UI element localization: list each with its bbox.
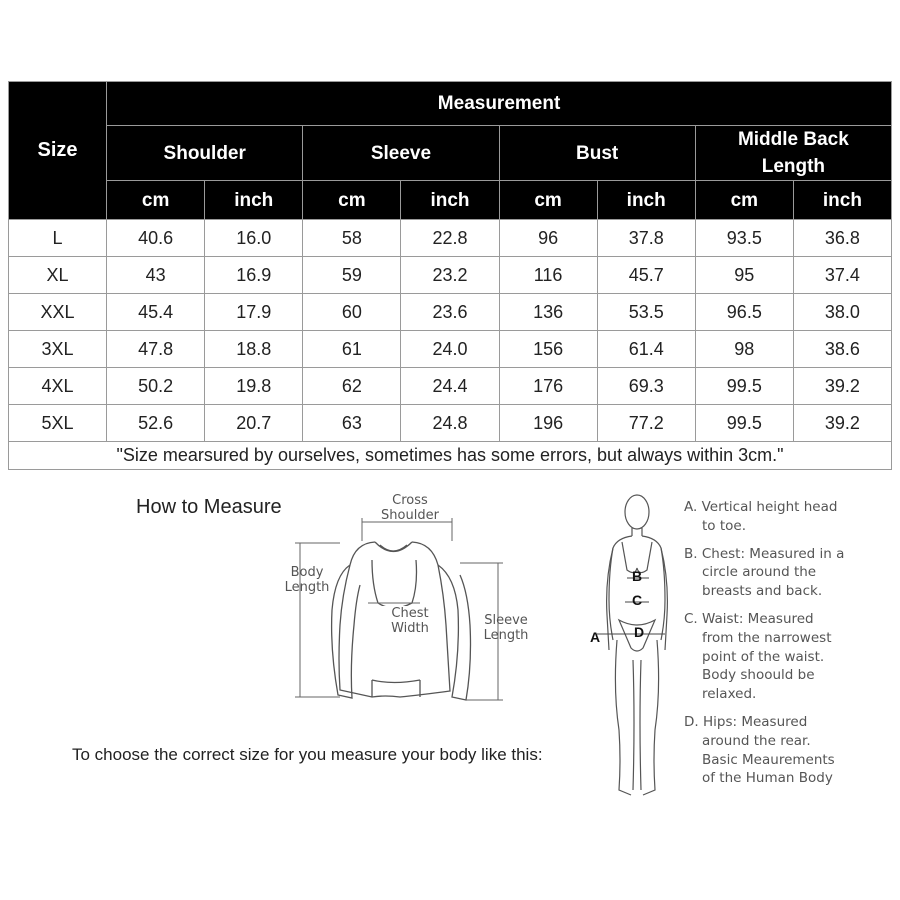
value-cell: 58 (303, 220, 401, 257)
human-body-diagram (595, 490, 675, 805)
unit-header-inch: inch (205, 181, 303, 220)
value-cell: 39.2 (793, 368, 891, 405)
value-cell: 45.7 (597, 257, 695, 294)
value-cell: 53.5 (597, 294, 695, 331)
shoulder-header: Shoulder (107, 126, 303, 181)
unit-header-inch: inch (597, 181, 695, 220)
value-cell: 24.4 (401, 368, 499, 405)
size-cell: L (9, 220, 107, 257)
value-cell: 24.8 (401, 405, 499, 442)
value-cell: 52.6 (107, 405, 205, 442)
value-cell: 96 (499, 220, 597, 257)
value-cell: 50.2 (107, 368, 205, 405)
value-cell: 63 (303, 405, 401, 442)
value-cell: 176 (499, 368, 597, 405)
value-cell: 22.8 (401, 220, 499, 257)
instruction-text: To choose the correct size for you measure your body like this: (72, 745, 543, 764)
how-to-measure-title: How to Measure (136, 496, 282, 518)
unit-header-inch: inch (401, 181, 499, 220)
note-height: A. Vertical height head to toe. (684, 499, 838, 534)
body-label-b: B (632, 568, 643, 584)
value-cell: 39.2 (793, 405, 891, 442)
chest-width-label: Chest Width (382, 606, 438, 636)
size-cell: XL (9, 257, 107, 294)
value-cell: 98 (695, 331, 793, 368)
table-row (9, 368, 892, 405)
value-cell: 16.9 (205, 257, 303, 294)
value-cell: 69.3 (597, 368, 695, 405)
value-cell: 20.7 (205, 405, 303, 442)
value-cell: 18.8 (205, 331, 303, 368)
size-cell: 5XL (9, 405, 107, 442)
value-cell: 43 (107, 257, 205, 294)
value-cell: 156 (499, 331, 597, 368)
table-row (9, 257, 892, 294)
measurement-notes (684, 498, 889, 797)
value-cell: 40.6 (107, 220, 205, 257)
size-chart-table (8, 81, 892, 470)
value-cell: 37.4 (793, 257, 891, 294)
value-cell: 77.2 (597, 405, 695, 442)
value-cell: 116 (499, 257, 597, 294)
value-cell: 60 (303, 294, 401, 331)
value-cell: 59 (303, 257, 401, 294)
value-cell: 23.6 (401, 294, 499, 331)
value-cell: 47.8 (107, 331, 205, 368)
middle-back-length-header: Middle Back Length (695, 126, 891, 181)
value-cell: 19.8 (205, 368, 303, 405)
value-cell: 38.6 (793, 331, 891, 368)
value-cell: 17.9 (205, 294, 303, 331)
value-cell: 96.5 (695, 294, 793, 331)
note-waist: C. Waist: Measured from the narrowest point of the waist. Body shoould be relaxed. (684, 610, 832, 703)
size-cell: 4XL (9, 368, 107, 405)
value-cell: 23.2 (401, 257, 499, 294)
body-label-d: D (634, 624, 645, 640)
note-chest: B. Chest: Measured in a circle around the breasts and back. (684, 545, 845, 600)
size-column-header: Size (9, 82, 107, 220)
note-hips: D. Hips: Measured around the rear. Basic Meaurements of the Human Body (684, 713, 835, 787)
value-cell: 99.5 (695, 405, 793, 442)
size-cell: XXL (9, 294, 107, 331)
table-row (9, 294, 892, 331)
value-cell: 196 (499, 405, 597, 442)
value-cell: 95 (695, 257, 793, 294)
value-cell: 36.8 (793, 220, 891, 257)
value-cell: 62 (303, 368, 401, 405)
measurement-header: Measurement (107, 82, 892, 126)
unit-header-cm: cm (695, 181, 793, 220)
value-cell: 37.8 (597, 220, 695, 257)
table-row (9, 331, 892, 368)
cross-shoulder-label: Cross Shoulder (381, 493, 439, 523)
value-cell: 61.4 (597, 331, 695, 368)
sleeve-header: Sleeve (303, 126, 499, 181)
measurement-error-note: "Size mearsured by ourselves, sometimes has some errors, but always within 3cm." (9, 442, 892, 470)
unit-header-inch: inch (793, 181, 891, 220)
value-cell: 24.0 (401, 331, 499, 368)
value-cell: 61 (303, 331, 401, 368)
body-length-label: Body Length (284, 565, 330, 595)
value-cell: 16.0 (205, 220, 303, 257)
value-cell: 38.0 (793, 294, 891, 331)
unit-header-cm: cm (107, 181, 205, 220)
body-label-c: C (632, 592, 643, 608)
value-cell: 93.5 (695, 220, 793, 257)
size-cell: 3XL (9, 331, 107, 368)
sleeve-length-label: Sleeve Length (483, 613, 529, 643)
table-row (9, 405, 892, 442)
table-row (9, 220, 892, 257)
bust-header: Bust (499, 126, 695, 181)
unit-header-cm: cm (499, 181, 597, 220)
value-cell: 45.4 (107, 294, 205, 331)
unit-header-cm: cm (303, 181, 401, 220)
body-label-a: A (590, 629, 601, 645)
value-cell: 99.5 (695, 368, 793, 405)
value-cell: 136 (499, 294, 597, 331)
